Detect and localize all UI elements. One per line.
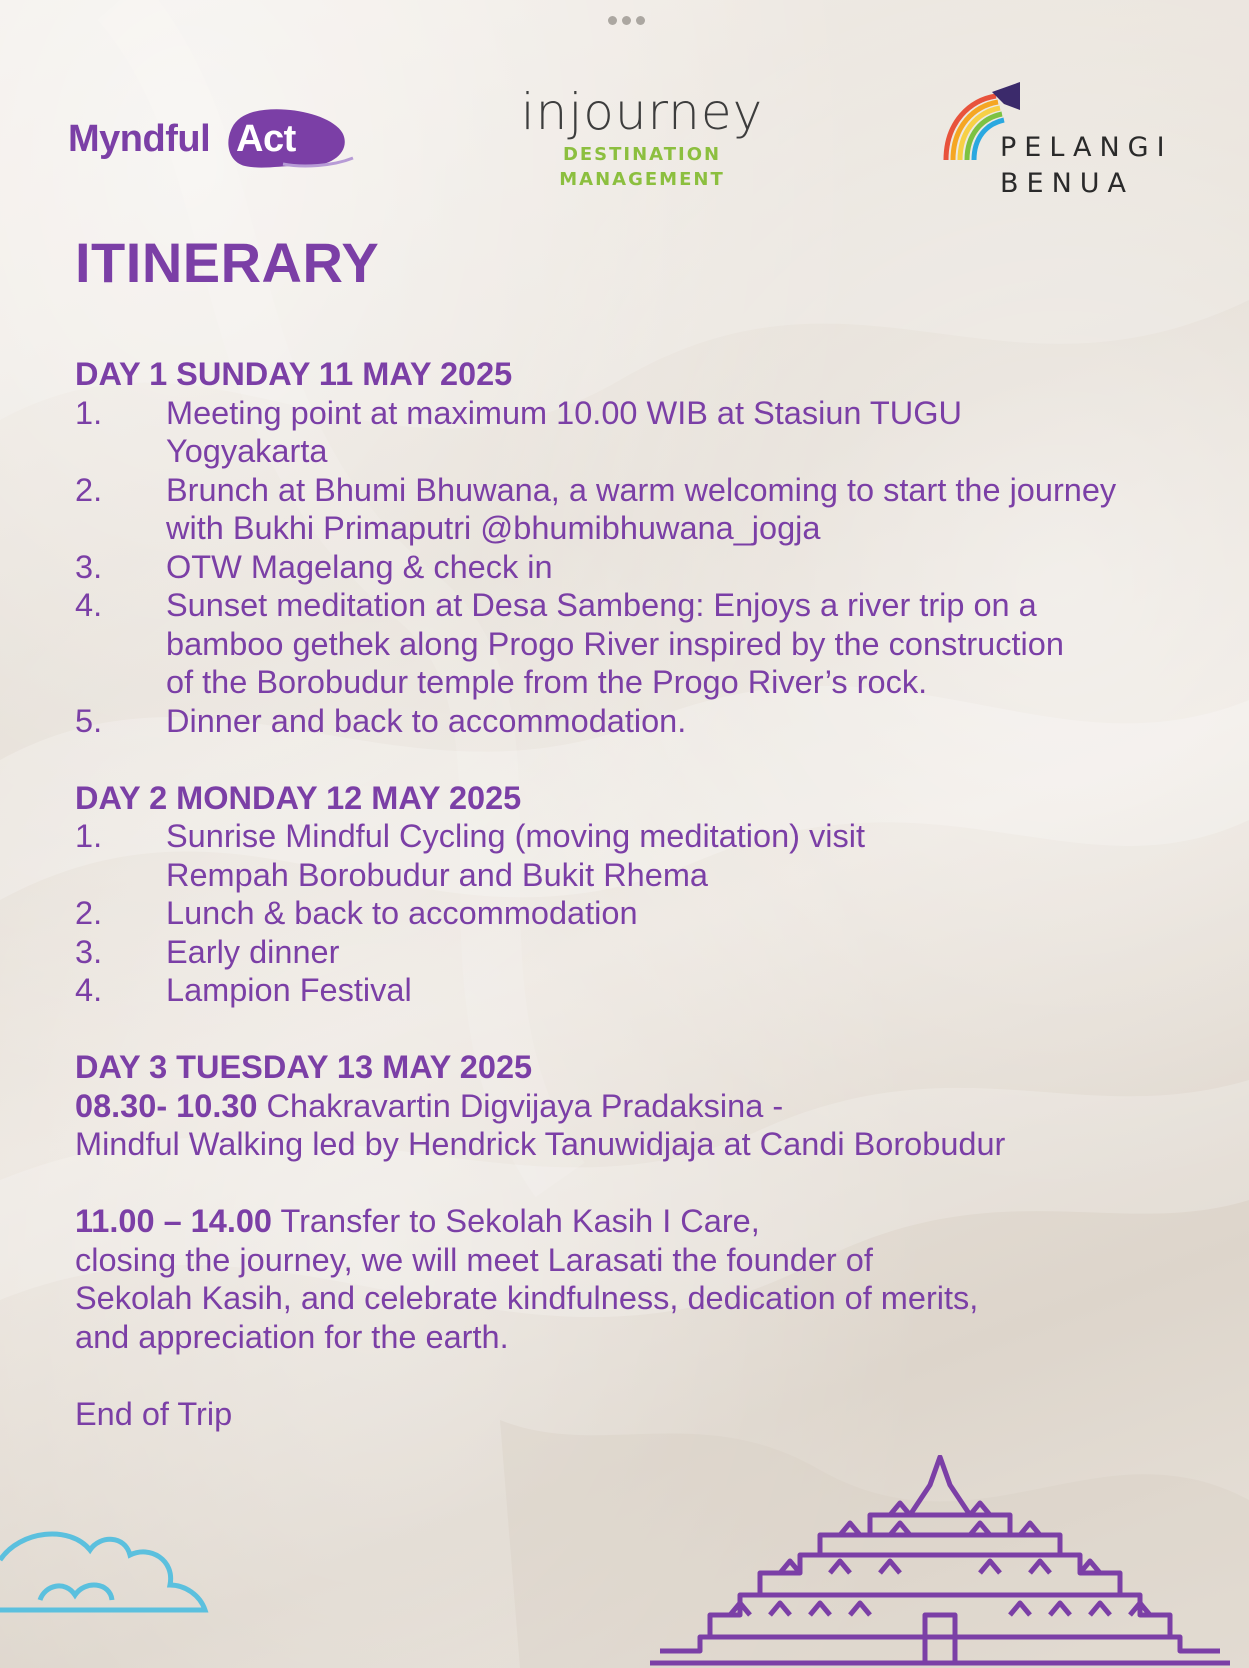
item-text: Brunch at Bhumi Bhuwana, a warm welcoming to start the journey with Bukhi Primaputri @bhumibhuwana_jogja	[166, 471, 1117, 546]
item-text: Sunrise Mindful Cycling (moving meditation) visit Rempah Borobudur and Bukit Rhema	[166, 818, 866, 893]
item-number: 4.	[75, 587, 103, 623]
session-1-line-1: Chakravartin Digvijaya Pradaksina -	[266, 1087, 784, 1124]
list-item	[75, 817, 1195, 894]
session-2-time: 11.00 – 14.00	[75, 1203, 272, 1239]
day-1-heading: DAY 1 SUNDAY 11 MAY 2025	[75, 356, 513, 392]
injourney-sub-text-2: MANAGEMENT	[559, 169, 725, 190]
item-number: 5.	[75, 702, 103, 739]
item-text: Lampion Festival	[166, 972, 412, 1008]
borobudur-temple-icon	[640, 1455, 1240, 1668]
item-text: Sunset meditation at Desa Sambeng: Enjoys a river trip on a bamboo gethek along Progo River inspired by the construction of the Borobudur temple from the Progo River’s rock.	[166, 587, 1064, 700]
day-2-list	[75, 817, 1195, 1010]
itinerary-content	[75, 355, 1195, 1433]
day-1-list	[75, 394, 1195, 741]
item-text: Lunch & back to accommodation	[166, 895, 638, 931]
item-number: 1.	[75, 394, 103, 431]
day-3-session-2	[75, 1202, 1195, 1356]
list-item	[75, 394, 1195, 471]
day-3-session-1	[75, 1087, 1195, 1164]
item-text: OTW Magelang & check in	[166, 548, 553, 585]
end-of-trip: End of Trip	[75, 1395, 233, 1432]
day-3-heading: DAY 3 TUESDAY 13 MAY 2025	[75, 1049, 533, 1085]
item-number: 4.	[75, 972, 103, 1008]
list-item	[75, 586, 1195, 702]
item-text: Meeting point at maximum 10.00 WIB at Stasiun TUGU Yogyakarta	[166, 394, 962, 469]
pelangi-benua-logo	[940, 82, 1190, 202]
session-2-line-4: and appreciation for the earth.	[75, 1318, 509, 1355]
day-2-heading: DAY 2 MONDAY 12 MAY 2025	[75, 779, 522, 816]
myndful-act-logo	[68, 108, 308, 172]
injourney-brand-text: injourney	[520, 83, 764, 141]
benua-text: BENUA	[1000, 168, 1135, 199]
item-number: 1.	[75, 818, 103, 854]
cloud-icon	[0, 1490, 220, 1630]
more-dots-icon[interactable]	[603, 14, 649, 26]
item-number: 2.	[75, 471, 103, 508]
list-item	[75, 933, 1195, 972]
item-number: 3.	[75, 933, 103, 970]
page-title: ITINERARY	[75, 231, 380, 294]
logo-text-act: Act	[236, 118, 296, 160]
logo-text-myndful: Myndful	[68, 118, 211, 160]
session-2-line-2: closing the journey, we will meet Larasati the founder of	[75, 1241, 873, 1278]
pelangi-text: PELANGI	[1000, 132, 1173, 163]
list-item	[75, 971, 1195, 1010]
list-item	[75, 702, 1195, 741]
item-number: 3.	[75, 548, 103, 585]
session-2-line-1: Transfer to Sekolah Kasih I Care,	[280, 1203, 760, 1239]
item-number: 2.	[75, 895, 103, 931]
injourney-sub-text-1: DESTINATION	[562, 144, 722, 165]
item-text: Early dinner	[166, 933, 340, 970]
list-item	[75, 548, 1195, 587]
session-2-line-3: Sekolah Kasih, and celebrate kindfulness, dedication of merits,	[75, 1280, 979, 1316]
session-1-line-2: Mindful Walking led by Hendrick Tanuwidjaja at Candi Borobudur	[75, 1126, 1006, 1162]
item-text: Dinner and back to accommodation.	[166, 702, 687, 739]
list-item	[75, 471, 1195, 548]
session-1-time: 08.30- 10.30	[75, 1087, 258, 1124]
list-item	[75, 894, 1195, 933]
injourney-logo	[502, 82, 782, 202]
